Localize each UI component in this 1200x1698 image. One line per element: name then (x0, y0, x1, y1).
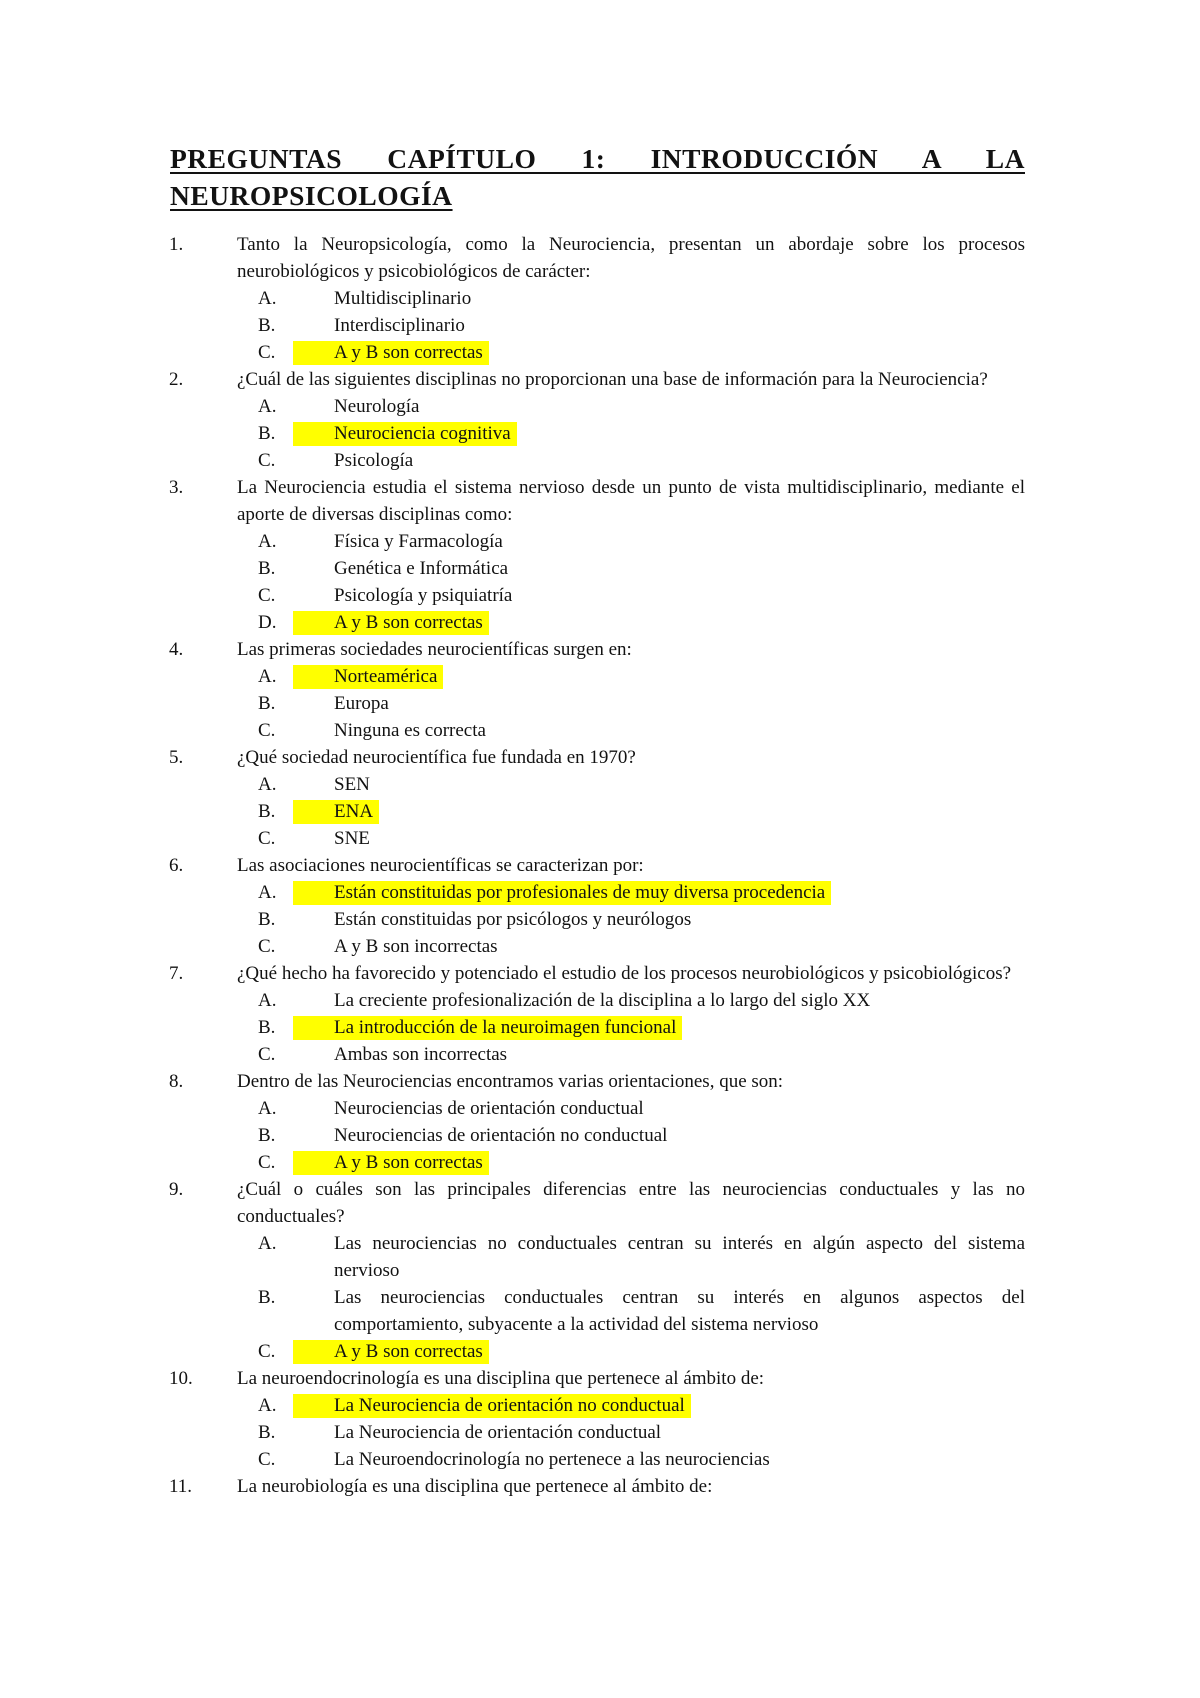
option-letter: B. (258, 909, 276, 930)
option-letter: A. (258, 288, 277, 309)
question-number: 4. (169, 639, 184, 660)
answer-highlight (258, 665, 443, 689)
option-content (258, 531, 503, 552)
option-row (258, 663, 1025, 690)
option-content (258, 288, 472, 309)
option-text: Multidisciplinario (334, 288, 472, 309)
option-text: Norteamérica (334, 666, 438, 687)
option-text: La creciente profesionalización de la disciplina a lo largo del siglo XX (334, 990, 871, 1011)
answer-highlight (258, 800, 379, 824)
option-row (258, 1095, 1025, 1122)
option-letter: A. (258, 990, 277, 1011)
option-letter: C. (258, 585, 276, 606)
answer-highlight (258, 1151, 489, 1175)
option-text: A y B son correctas (334, 342, 483, 363)
question-text (169, 474, 1025, 528)
question-number: 3. (169, 477, 184, 498)
question-number: 9. (169, 1179, 184, 1200)
option-letter: B. (258, 693, 276, 714)
question-text (169, 231, 1025, 285)
option-content (258, 936, 498, 957)
option-text: Física y Farmacología (334, 531, 503, 552)
option-row (258, 690, 1025, 717)
option-row (258, 1041, 1025, 1068)
option-letter: C. (258, 828, 276, 849)
option-letter: C. (258, 1341, 276, 1362)
question-9 (169, 1176, 1025, 1365)
answer-highlight (258, 1016, 682, 1040)
option-row (258, 420, 1025, 447)
question-stem-text: ¿Cuál o cuáles son las principales diferencias entre las neurociencias conductuales y las no conductuales? (237, 1179, 1025, 1227)
option-letter: B. (258, 558, 276, 579)
question-text (169, 960, 1025, 987)
question-number: 7. (169, 963, 184, 984)
option-content (258, 720, 486, 741)
option-letter: B. (258, 801, 276, 822)
option-row (258, 609, 1025, 636)
option-row (258, 555, 1025, 582)
option-letter: C. (258, 720, 276, 741)
option-content (258, 774, 370, 795)
option-row (258, 1014, 1025, 1041)
question-number: 11. (169, 1476, 193, 1497)
option-letter: C. (258, 1044, 276, 1065)
option-row (258, 1122, 1025, 1149)
question-1 (169, 231, 1025, 366)
question-2 (169, 366, 1025, 474)
question-number: 1. (169, 234, 184, 255)
option-row (258, 1446, 1025, 1473)
option-content (258, 450, 414, 471)
question-8 (169, 1068, 1025, 1176)
option-text: Psicología (334, 450, 414, 471)
option-letter: C. (258, 1449, 276, 1470)
answer-highlight (258, 422, 517, 446)
question-text (169, 852, 1025, 879)
option-row (258, 771, 1025, 798)
option-text: Psicología y psiquiatría (334, 585, 513, 606)
question-stem-text: ¿Cuál de las siguientes disciplinas no proporcionan una base de información para la Neurociencia? (237, 369, 988, 390)
option-row (258, 798, 1025, 825)
question-stem-text: Tanto la Neuropsicología, como la Neurociencia, presentan un abordaje sobre los procesos neurobiológicos y psicobiológicos de carácter: (237, 234, 1025, 282)
option-text: SEN (334, 774, 370, 795)
option-letter: A. (258, 666, 277, 687)
option-row (258, 1392, 1025, 1419)
option-text: Están constituidas por profesionales de muy diversa procedencia (334, 882, 826, 903)
question-number: 2. (169, 369, 184, 390)
option-text: La Neurociencia de orientación conductual (334, 1422, 662, 1443)
option-content (258, 990, 871, 1011)
option-letter: B. (258, 1125, 276, 1146)
option-text: Neurociencias de orientación no conductual (334, 1125, 668, 1146)
answer-highlight (258, 341, 489, 365)
option-row (258, 447, 1025, 474)
title-line-2: NEUROPSICOLOGÍA (170, 180, 453, 211)
option-letter: A. (258, 774, 277, 795)
option-content (258, 909, 692, 930)
option-content (258, 1287, 1025, 1335)
question-number: 8. (169, 1071, 184, 1092)
option-content (258, 585, 513, 606)
option-letter: B. (258, 423, 276, 444)
question-stem-text: ¿Qué sociedad neurocientífica fue fundada en 1970? (237, 747, 636, 768)
option-row (258, 933, 1025, 960)
document-title (170, 140, 1025, 214)
question-text (169, 1473, 1025, 1500)
option-letter: C. (258, 450, 276, 471)
question-stem-text: ¿Qué hecho ha favorecido y potenciado el estudio de los procesos neurobiológicos y psicobiológicos? (237, 963, 1012, 984)
question-text (169, 744, 1025, 771)
option-row (258, 987, 1025, 1014)
question-7 (169, 960, 1025, 1068)
option-letter: A. (258, 882, 277, 903)
option-content (258, 1449, 770, 1470)
option-row (258, 285, 1025, 312)
option-row (258, 906, 1025, 933)
option-letter: A. (258, 1233, 277, 1254)
option-letter: A. (258, 396, 277, 417)
question-stem-text: La Neurociencia estudia el sistema nervioso desde un punto de vista multidisciplinario, mediante el aporte de diversas disciplinas como: (237, 477, 1025, 525)
question-5 (169, 744, 1025, 852)
option-row (258, 1284, 1025, 1338)
option-row (258, 1149, 1025, 1176)
option-text: ENA (334, 801, 374, 822)
option-row (258, 1419, 1025, 1446)
option-text: Están constituidas por psicólogos y neurólogos (334, 909, 692, 930)
option-content (258, 1422, 662, 1443)
option-content (258, 1125, 668, 1146)
option-text: Ambas son incorrectas (334, 1044, 508, 1065)
option-row (258, 312, 1025, 339)
option-text: La Neurociencia de orientación no conductual (334, 1395, 685, 1416)
option-text: A y B son correctas (334, 612, 483, 633)
option-row (258, 717, 1025, 744)
option-text: Neurología (334, 396, 420, 417)
question-number: 6. (169, 855, 184, 876)
question-text (169, 366, 1025, 393)
option-text: A y B son correctas (334, 1341, 483, 1362)
option-text: Ninguna es correcta (334, 720, 486, 741)
question-6 (169, 852, 1025, 960)
option-content (258, 1233, 1025, 1281)
option-row (258, 393, 1025, 420)
option-row (258, 825, 1025, 852)
option-text: La Neuroendocrinología no pertenece a las neurociencias (334, 1449, 770, 1470)
option-content (258, 1098, 644, 1119)
option-text: Neurociencia cognitiva (334, 423, 511, 444)
question-stem-text: La neurobiología es una disciplina que pertenece al ámbito de: (237, 1476, 713, 1497)
option-text: Genética e Informática (334, 558, 509, 579)
option-row (258, 582, 1025, 609)
option-letter: C. (258, 342, 276, 363)
question-list (170, 231, 1025, 1500)
question-10 (169, 1365, 1025, 1473)
option-text: A y B son incorrectas (334, 936, 498, 957)
option-letter: D. (258, 612, 277, 633)
option-text: Neurociencias de orientación conductual (334, 1098, 644, 1119)
option-letter: A. (258, 531, 277, 552)
option-content (258, 1044, 508, 1065)
question-stem-text: Dentro de las Neurociencias encontramos varias orientaciones, que son: (237, 1071, 784, 1092)
option-letter: B. (258, 1287, 276, 1308)
option-text: Interdisciplinario (334, 315, 465, 336)
option-row (258, 339, 1025, 366)
option-text: Las neurociencias conductuales centran su interés en algunos aspectos del comportamiento, subyacente a la actividad del sistema nervioso (334, 1287, 1025, 1335)
question-3 (169, 474, 1025, 636)
question-text (169, 636, 1025, 663)
question-text (169, 1176, 1025, 1230)
question-11 (169, 1473, 1025, 1500)
option-letter: C. (258, 936, 276, 957)
question-text (169, 1365, 1025, 1392)
option-text: SNE (334, 828, 370, 849)
answer-highlight (258, 1394, 691, 1418)
question-4 (169, 636, 1025, 744)
option-content (258, 558, 509, 579)
option-letter: A. (258, 1098, 277, 1119)
question-stem-text: Las asociaciones neurocientíficas se caracterizan por: (237, 855, 644, 876)
title-line-1: PREGUNTAS CAPÍTULO 1: INTRODUCCIÓN A LA (170, 143, 1025, 174)
option-row (258, 1338, 1025, 1365)
option-letter: B. (258, 1017, 276, 1038)
option-content (258, 315, 465, 336)
option-row (258, 528, 1025, 555)
question-stem-text: La neuroendocrinología es una disciplina que pertenece al ámbito de: (237, 1368, 765, 1389)
question-stem-text: Las primeras sociedades neurocientíficas surgen en: (237, 639, 632, 660)
option-content (258, 693, 389, 714)
answer-highlight (258, 1340, 489, 1364)
option-text: Europa (334, 693, 389, 714)
option-content (258, 828, 370, 849)
option-letter: B. (258, 1422, 276, 1443)
question-number: 10. (169, 1368, 193, 1389)
question-text (169, 1068, 1025, 1095)
answer-highlight (258, 611, 489, 635)
option-letter: B. (258, 315, 276, 336)
option-letter: A. (258, 1395, 277, 1416)
answer-highlight (258, 881, 831, 905)
option-text: La introducción de la neuroimagen funcional (334, 1017, 677, 1038)
option-text: Las neurociencias no conductuales centran su interés en algún aspecto del sistema nervioso (334, 1233, 1025, 1281)
option-text: A y B son correctas (334, 1152, 483, 1173)
question-number: 5. (169, 747, 184, 768)
option-letter: C. (258, 1152, 276, 1173)
option-row (258, 1230, 1025, 1284)
option-content (258, 396, 420, 417)
option-row (258, 879, 1025, 906)
